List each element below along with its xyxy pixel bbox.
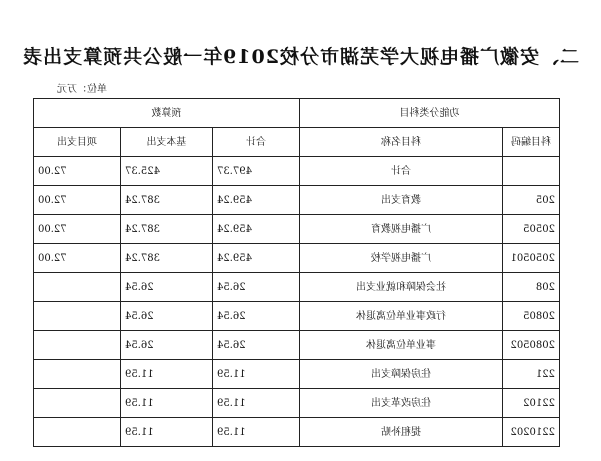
- cell-code: 20805: [503, 302, 560, 331]
- group-header-budget: 预算数: [34, 99, 300, 128]
- budget-table: [33, 98, 560, 447]
- cell-basic: 26.54: [121, 302, 213, 331]
- column-header-basic: 基本支出: [121, 128, 213, 157]
- cell-name: 住房改革支出: [300, 389, 503, 418]
- cell-code: 205: [503, 186, 560, 215]
- column-header-row: [34, 128, 560, 157]
- column-header-name: 科目名称: [300, 128, 503, 157]
- cell-basic: 26.54: [121, 331, 213, 360]
- cell-basic: 11.59: [121, 360, 213, 389]
- cell-code: 2050501: [503, 244, 560, 273]
- cell-code: 20505: [503, 215, 560, 244]
- cell-total: 497.37: [213, 157, 300, 186]
- table-row: [34, 331, 560, 360]
- table-row: [34, 215, 560, 244]
- cell-project: 72.00: [34, 186, 121, 215]
- group-header-functional: 功能分类科目: [300, 99, 560, 128]
- cell-name: 提租补贴: [300, 418, 503, 447]
- cell-code: 22102: [503, 389, 560, 418]
- cell-name: 合计: [300, 157, 503, 186]
- cell-name: 广播电视教育: [300, 215, 503, 244]
- column-header-project: 项目支出: [34, 128, 121, 157]
- column-header-total: 合计: [213, 128, 300, 157]
- cell-project: [34, 389, 121, 418]
- cell-total: 11.59: [213, 418, 300, 447]
- group-header-row: [34, 99, 560, 128]
- cell-total: 26.54: [213, 331, 300, 360]
- cell-total: 459.24: [213, 244, 300, 273]
- cell-total: 11.59: [213, 360, 300, 389]
- cell-basic: 387.24: [121, 186, 213, 215]
- cell-basic: 11.59: [121, 389, 213, 418]
- cell-total: 26.54: [213, 302, 300, 331]
- table-row: [34, 389, 560, 418]
- table-row: [34, 273, 560, 302]
- cell-project: [34, 418, 121, 447]
- cell-total: 459.24: [213, 215, 300, 244]
- cell-project: [34, 360, 121, 389]
- unit-label: 单位：万元: [57, 84, 107, 95]
- cell-project: [34, 273, 121, 302]
- cell-total: 459.24: [213, 186, 300, 215]
- table-row: [34, 418, 560, 447]
- cell-total: 11.59: [213, 389, 300, 418]
- table-row: [34, 302, 560, 331]
- cell-name: 住房保障支出: [300, 360, 503, 389]
- table-body: [34, 157, 560, 447]
- cell-name: 教育支出: [300, 186, 503, 215]
- cell-name: 广播电视学校: [300, 244, 503, 273]
- cell-name: 事业单位离退休: [300, 331, 503, 360]
- cell-project: 72.00: [34, 157, 121, 186]
- cell-code: 2080502: [503, 331, 560, 360]
- cell-project: 72.00: [34, 215, 121, 244]
- cell-basic: 425.37: [121, 157, 213, 186]
- cell-code: [503, 157, 560, 186]
- cell-code: 2210202: [503, 418, 560, 447]
- column-header-code: 科目编码: [503, 128, 560, 157]
- cell-basic: 387.24: [121, 244, 213, 273]
- cell-total: 26.54: [213, 273, 300, 302]
- cell-name: 行政事业单位离退休: [300, 302, 503, 331]
- cell-project: 72.00: [34, 244, 121, 273]
- cell-name: 社会保障和就业支出: [300, 273, 503, 302]
- cell-code: 221: [503, 360, 560, 389]
- page-title: 二、安徽广播电视大学芜湖市分校2019年一般公共预算支出表: [22, 46, 579, 68]
- cell-basic: 11.59: [121, 418, 213, 447]
- cell-code: 208: [503, 273, 560, 302]
- table-row: [34, 360, 560, 389]
- table-row: [34, 157, 560, 186]
- cell-basic: 387.24: [121, 215, 213, 244]
- table-row: [34, 244, 560, 273]
- cell-basic: 26.54: [121, 273, 213, 302]
- table-row: [34, 186, 560, 215]
- cell-project: [34, 302, 121, 331]
- cell-project: [34, 331, 121, 360]
